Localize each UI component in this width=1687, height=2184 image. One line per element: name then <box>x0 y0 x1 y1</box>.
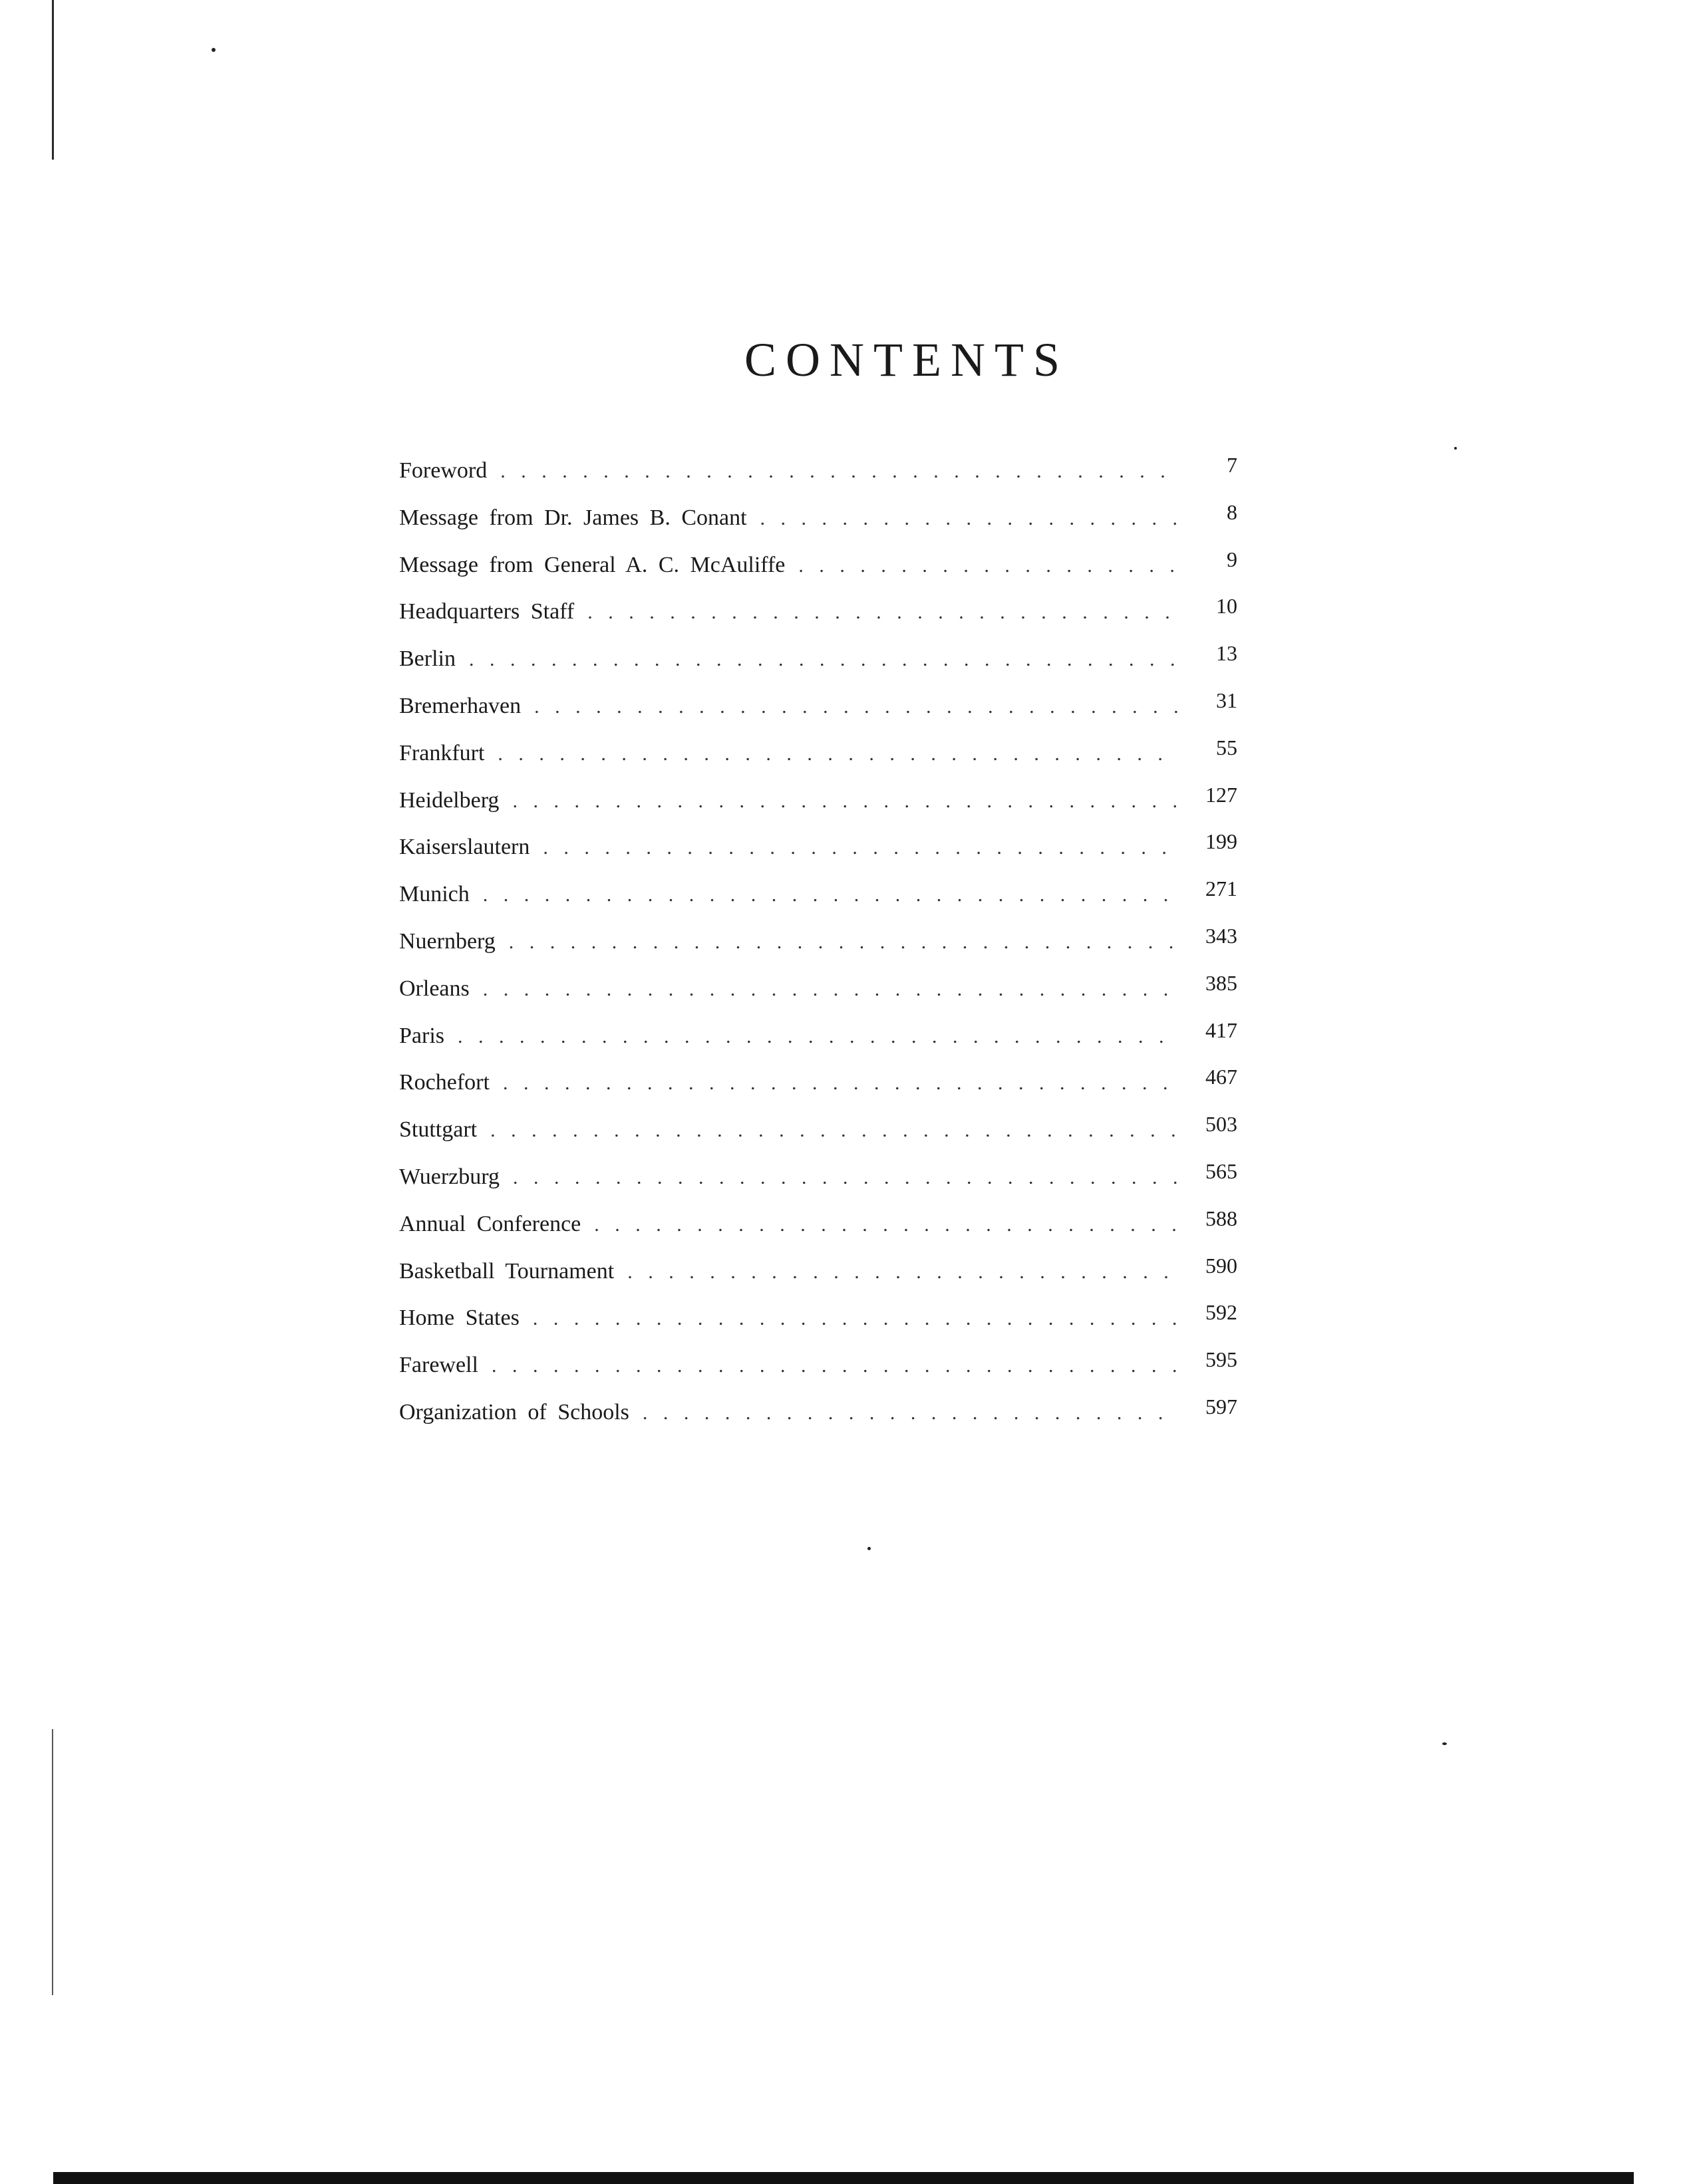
toc-entry-page-number: 590 <box>1205 1253 1237 1278</box>
toc-dot-leader <box>594 1202 1177 1249</box>
toc-entry-label: Kaiserslautern <box>399 835 530 860</box>
toc-entry <box>399 1106 1237 1153</box>
page-title: CONTENTS <box>744 333 1069 386</box>
toc-entry-label: Message from Dr. James B. Conant <box>399 505 747 530</box>
toc-entry <box>399 823 1237 871</box>
toc-entry-label: Berlin <box>399 646 456 672</box>
toc-dot-leader <box>627 1249 1177 1296</box>
scan-speck <box>1442 1742 1447 1745</box>
toc-dot-leader <box>492 1343 1177 1390</box>
toc-dot-leader <box>509 919 1177 966</box>
scan-speck <box>212 48 216 52</box>
toc-entry <box>399 682 1237 730</box>
toc-dot-leader <box>490 1107 1177 1155</box>
toc-entry <box>399 730 1237 777</box>
toc-entry-label: Foreword <box>399 458 488 483</box>
toc-dot-leader <box>798 543 1177 590</box>
toc-entry <box>399 918 1237 965</box>
toc-entry-page-number: 55 <box>1216 735 1237 759</box>
toc-entry-label: Orleans <box>399 976 470 1001</box>
toc-dot-leader <box>587 589 1177 636</box>
toc-dot-leader <box>500 448 1177 495</box>
toc-entry-page-number: 9 <box>1227 547 1237 571</box>
toc-entry-page-number: 7 <box>1227 453 1237 477</box>
toc-entry <box>399 777 1237 824</box>
toc-entry-label: Farewell <box>399 1353 478 1378</box>
table-of-contents <box>399 447 1237 1436</box>
toc-entry-label: Home States <box>399 1305 520 1331</box>
page-binding-edge <box>52 0 54 160</box>
toc-entry <box>399 1294 1237 1341</box>
toc-entry-page-number: 467 <box>1205 1065 1237 1089</box>
toc-dot-leader <box>503 1060 1177 1107</box>
toc-dot-leader <box>533 1296 1177 1343</box>
toc-entry-label: Frankfurt <box>399 740 485 765</box>
toc-dot-leader <box>513 1155 1177 1202</box>
toc-dot-leader <box>534 684 1177 731</box>
scan-speck <box>1454 447 1457 450</box>
toc-dot-leader <box>498 731 1177 778</box>
toc-entry <box>399 871 1237 918</box>
toc-entry <box>399 635 1237 682</box>
toc-dot-leader <box>643 1390 1177 1437</box>
toc-dot-leader <box>483 966 1177 1014</box>
toc-entry-label: Organization of Schools <box>399 1399 629 1425</box>
toc-entry-label: Wuerzburg <box>399 1164 500 1189</box>
toc-entry-label: Paris <box>399 1023 444 1048</box>
toc-entry <box>399 1059 1237 1106</box>
toc-entry <box>399 494 1237 541</box>
toc-entry-label: Munich <box>399 882 470 907</box>
scan-speck <box>867 1547 871 1550</box>
toc-dot-leader <box>469 636 1177 684</box>
toc-entry <box>399 1248 1237 1295</box>
toc-entry <box>399 1389 1237 1436</box>
toc-entry-page-number: 271 <box>1205 877 1237 901</box>
page-binding-edge-lower <box>52 1729 53 1995</box>
toc-entry <box>399 965 1237 1012</box>
toc-entry <box>399 1341 1237 1389</box>
toc-entry-label: Message from General A. C. McAuliffe <box>399 552 786 577</box>
toc-entry-page-number: 565 <box>1205 1159 1237 1183</box>
toc-entry-label: Headquarters Staff <box>399 599 575 624</box>
toc-entry-page-number: 343 <box>1205 923 1237 948</box>
toc-entry-label: Basketball Tournament <box>399 1258 615 1284</box>
toc-dot-leader <box>458 1014 1177 1061</box>
toc-dot-leader <box>512 778 1177 825</box>
toc-entry-label: Stuttgart <box>399 1117 478 1143</box>
toc-entry-page-number: 13 <box>1216 641 1237 666</box>
toc-entry <box>399 1200 1237 1248</box>
toc-entry <box>399 1153 1237 1200</box>
toc-entry-label: Rochefort <box>399 1070 490 1095</box>
toc-entry-page-number: 199 <box>1205 829 1237 854</box>
toc-dot-leader <box>543 825 1177 872</box>
toc-entry-page-number: 503 <box>1205 1112 1237 1137</box>
toc-entry-page-number: 597 <box>1205 1394 1237 1419</box>
toc-entry <box>399 588 1237 635</box>
scan-bottom-border <box>53 2172 1634 2184</box>
toc-entry <box>399 447 1237 494</box>
toc-entry-page-number: 8 <box>1227 499 1237 524</box>
toc-entry <box>399 1012 1237 1059</box>
toc-entry-label: Nuernberg <box>399 928 496 954</box>
toc-entry-label: Bremerhaven <box>399 693 522 718</box>
toc-entry-label: Heidelberg <box>399 787 500 813</box>
toc-entry-page-number: 385 <box>1205 970 1237 995</box>
toc-entry-page-number: 127 <box>1205 782 1237 807</box>
toc-entry-page-number: 417 <box>1205 1018 1237 1042</box>
toc-entry-page-number: 592 <box>1205 1300 1237 1325</box>
toc-entry-page-number: 31 <box>1216 688 1237 712</box>
toc-dot-leader <box>760 495 1177 543</box>
toc-entry-page-number: 588 <box>1205 1206 1237 1230</box>
toc-dot-leader <box>483 872 1177 919</box>
toc-entry-label: Annual Conference <box>399 1211 581 1236</box>
toc-entry-page-number: 10 <box>1216 594 1237 618</box>
toc-entry <box>399 541 1237 589</box>
toc-entry-page-number: 595 <box>1205 1347 1237 1372</box>
